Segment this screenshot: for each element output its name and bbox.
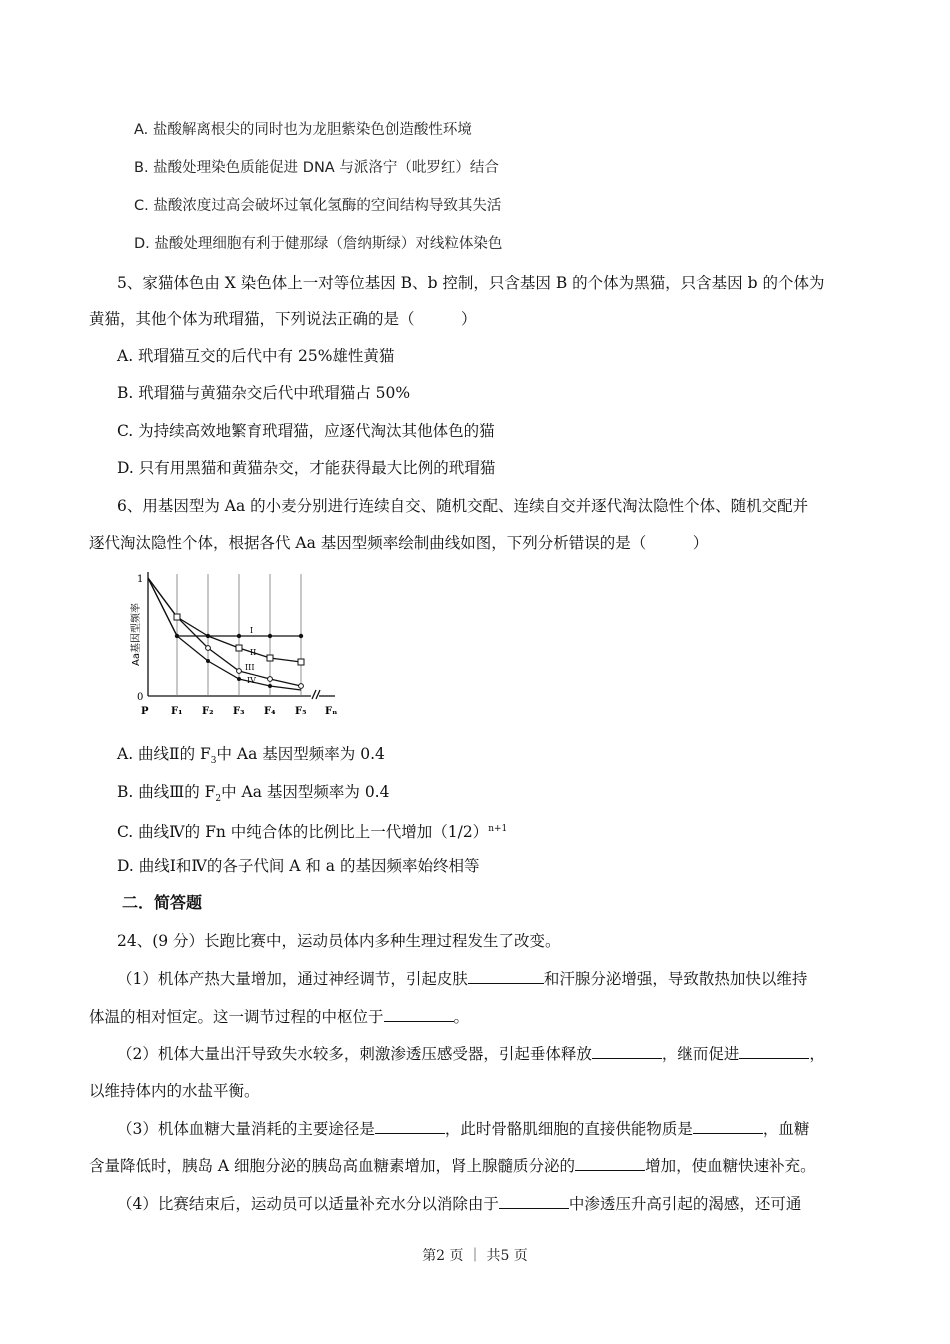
answer-blank[interactable]	[575, 1156, 645, 1171]
option-a-old: A. 盐酸解离根尖的同时也为龙胆紫染色创造酸性环境	[134, 122, 472, 138]
option-d-old: D. 盐酸处理细胞有利于健那绿（詹纳斯绿）对线粒体染色	[134, 236, 503, 252]
q5-option-c: C. 为持续高效地繁育玳瑁猫，应逐代淘汰其他体色的猫	[117, 422, 495, 440]
q24-p1-line1: （1）机体产热大量增加，通过神经调节，引起皮肤 和汗腺分泌增强，导致散热加快以维持	[117, 970, 808, 988]
curve-iv	[148, 578, 301, 690]
answer-blank[interactable]	[739, 1044, 809, 1059]
x-tick-f1: F₁	[171, 706, 183, 717]
curve-label-iv: IV	[247, 676, 256, 685]
x-tick-f4: F₄	[264, 706, 276, 717]
answer-blank[interactable]	[693, 1119, 763, 1134]
q5-option-d: D. 只有用黑猫和黄猫杂交，才能获得最大比例的玳瑁猫	[117, 459, 496, 477]
q6-stem-line1: 6、用基因型为 Aa 的小麦分别进行连续自交、随机交配、连续自交并逐代淘汰隐性个体、随机交配并	[117, 497, 809, 515]
q6-option-a: A. 曲线Ⅱ的 $F_3$中 Aa 基因型频率为 0.4	[117, 745, 385, 767]
answer-blank[interactable]	[499, 1194, 569, 1209]
page-footer: 第2 页 ｜ 共5 页	[422, 1248, 528, 1264]
answer-blank[interactable]	[375, 1119, 445, 1134]
answer-blank[interactable]	[592, 1044, 662, 1059]
x-tick-p: P	[141, 706, 149, 717]
q5-option-b: B. 玳瑁猫与黄猫杂交后代中玳瑁猫占 50%	[117, 384, 411, 402]
q6-figure	[125, 566, 345, 718]
q24-intro: 24、(9 分）长跑比赛中，运动员体内多种生理过程发生了改变。	[117, 932, 561, 950]
q5-stem-line2: 黄猫，其他个体为玳瑁猫，下列说法正确的是（ ）	[89, 310, 477, 328]
answer-blank[interactable]	[468, 969, 544, 984]
curve-label-iii: III	[245, 663, 255, 672]
x-tick-f2: F₂	[202, 706, 214, 717]
answer-blank[interactable]	[384, 1007, 454, 1022]
curve-iii	[148, 578, 301, 686]
q24-p3-line2: 含量降低时，胰岛 A 细胞分泌的胰岛高血糖素增加，肾上腺髓质分泌的 增加，使血糖快速补充。	[89, 1157, 816, 1175]
x-tick-fn: Fₙ	[325, 706, 338, 717]
x-tick-f3: F₃	[233, 706, 245, 717]
q5-stem-line1: 5、家猫体色由 X 染色体上一对等位基因 B、b 控制，只含基因 B 的个体为黑猫，只含基因 b 的个体为	[117, 274, 825, 292]
curve-i	[148, 578, 301, 636]
option-c-old: C. 盐酸浓度过高会破坏过氧化氢酶的空间结构导致其失活	[134, 198, 502, 214]
curve-label-ii: II	[250, 648, 257, 657]
q24-p1-line2: 体温的相对恒定。这一调节过程的中枢位于 。	[89, 1008, 470, 1026]
y-tick-0: 0	[137, 692, 144, 703]
q24-p4-line1: （4）比赛结束后，运动员可以适量补充水分以消除由于 中渗透压升高引起的渴感，还可通	[117, 1195, 802, 1213]
q5-option-a: A. 玳瑁猫互交的后代中有 25%雄性黄猫	[117, 347, 395, 365]
option-b-old: B. 盐酸处理染色质能促进 DNA 与派洛宁（吡罗红）结合	[134, 160, 499, 176]
q24-p2-line2: 以维持体内的水盐平衡。	[89, 1082, 260, 1100]
curve-label-i: I	[250, 626, 254, 635]
q24-p3-line1: （3）机体血糖大量消耗的主要途径是 ，此时骨骼肌细胞的直接供能物质是 ，血糖	[117, 1120, 810, 1138]
x-tick-f5: F₅	[295, 706, 307, 717]
q6-option-c: C. 曲线Ⅳ的 Fn 中纯合体的比例比上一代增加$(1/2)^{n+1}$	[117, 823, 508, 842]
q6-stem-line2: 逐代淘汰隐性个体，根据各代 Aa 基因型频率绘制曲线如图，下列分析错误的是（ ）	[89, 534, 709, 552]
section-title: 二．简答题	[122, 893, 203, 912]
q6-option-b: B. 曲线Ⅲ的 $F_2$中 Aa 基因型频率为 0.4	[117, 783, 390, 805]
curve-ii	[148, 578, 301, 662]
q24-p2-line1: （2）机体大量出汗导致失水较多，刺激渗透压感受器，引起垂体释放 ，继而促进 ，	[117, 1045, 825, 1063]
y-axis-label: Aa基因型频率	[131, 603, 142, 666]
q6-option-d: D. 曲线Ⅰ和Ⅳ的各子代间 A 和 a 的基因频率始终相等	[117, 857, 480, 875]
y-tick-1: 1	[137, 574, 144, 585]
